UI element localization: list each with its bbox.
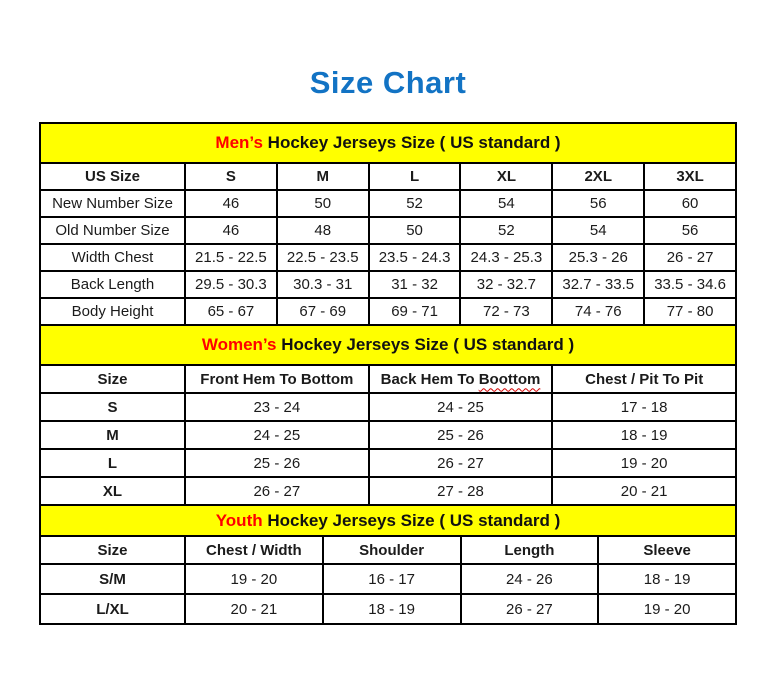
column-header: 2XL [552,163,644,190]
womens-banner-highlight: Women’s [201,335,277,354]
row-label: Width Chest [40,244,185,271]
column-header: XL [460,163,552,190]
column-header: Sleeve [598,536,736,564]
womens-row [40,477,736,505]
value-cell: 56 [644,217,736,244]
row-label: Old Number Size [40,217,185,244]
value-cell: 26 - 27 [369,449,553,477]
value-cell: 27 - 28 [369,477,553,505]
column-header: S [185,163,277,190]
value-cell: 46 [185,217,277,244]
value-cell: 26 - 27 [644,244,736,271]
column-header: M [277,163,369,190]
value-cell: 60 [644,190,736,217]
value-cell: 19 - 20 [185,564,323,594]
row-label: Back Length [40,271,185,298]
value-cell: 18 - 19 [598,564,736,594]
mens-row [40,271,736,298]
mens-banner: Men’s Hockey Jerseys Size ( US standard ) [40,123,736,163]
value-cell: 69 - 71 [369,298,461,325]
misspelled-word: Boottom [478,370,541,388]
womens-banner: Women’s Hockey Jerseys Size ( US standard ) [40,325,736,365]
value-cell: 65 - 67 [185,298,277,325]
value-cell: 26 - 27 [185,477,369,505]
value-cell: 24.3 - 25.3 [460,244,552,271]
value-cell: 54 [460,190,552,217]
value-cell: 25 - 26 [369,421,553,449]
value-cell: 32.7 - 33.5 [552,271,644,298]
womens-row [40,421,736,449]
mens-row [40,217,736,244]
column-header: US Size [40,163,185,190]
value-cell: 19 - 20 [552,449,736,477]
row-label: S [40,393,185,421]
row-label: Body Height [40,298,185,325]
value-cell: 18 - 19 [323,594,461,624]
mens-header-row [40,163,736,190]
size-tables [39,122,737,625]
column-header: Size [40,365,185,393]
row-label: L [40,449,185,477]
mens-row [40,298,736,325]
value-cell: 74 - 76 [552,298,644,325]
column-header: Front Hem To Bottom [185,365,369,393]
mens-row [40,190,736,217]
value-cell: 50 [277,190,369,217]
value-cell: 52 [369,190,461,217]
value-cell: 23.5 - 24.3 [369,244,461,271]
row-label: XL [40,477,185,505]
mens-row [40,244,736,271]
youth-row [40,594,736,624]
page-title: Size Chart [309,65,467,100]
value-cell: 26 - 27 [461,594,599,624]
column-header: Back Hem To Boottom [369,365,553,393]
value-cell: 50 [369,217,461,244]
value-cell: 32 - 32.7 [460,271,552,298]
youth-banner: Youth Hockey Jerseys Size ( US standard ) [40,505,736,536]
womens-row [40,393,736,421]
womens-header-row [40,365,736,393]
value-cell: 54 [552,217,644,244]
value-cell: 29.5 - 30.3 [185,271,277,298]
value-cell: 18 - 19 [552,421,736,449]
value-cell: 20 - 21 [552,477,736,505]
row-label: S/M [40,564,185,594]
size-table-womens [39,324,737,506]
column-header: 3XL [644,163,736,190]
value-cell: 20 - 21 [185,594,323,624]
size-table-youth [39,504,737,625]
value-cell: 46 [185,190,277,217]
column-header: Length [461,536,599,564]
youth-row [40,564,736,594]
row-label: M [40,421,185,449]
column-header: L [369,163,461,190]
row-label: L/XL [40,594,185,624]
column-header: Chest / Width [185,536,323,564]
value-cell: 30.3 - 31 [277,271,369,298]
value-cell: 21.5 - 22.5 [185,244,277,271]
value-cell: 22.5 - 23.5 [277,244,369,271]
column-header: Chest / Pit To Pit [552,365,736,393]
row-label: New Number Size [40,190,185,217]
value-cell: 67 - 69 [277,298,369,325]
value-cell: 25 - 26 [185,449,369,477]
youth-banner-highlight: Youth [215,510,263,530]
value-cell: 19 - 20 [598,594,736,624]
value-cell: 77 - 80 [644,298,736,325]
value-cell: 24 - 25 [369,393,553,421]
value-cell: 31 - 32 [369,271,461,298]
value-cell: 24 - 26 [461,564,599,594]
youth-header-row [40,536,736,564]
womens-row [40,449,736,477]
value-cell: 56 [552,190,644,217]
value-cell: 23 - 24 [185,393,369,421]
value-cell: 48 [277,217,369,244]
value-cell: 17 - 18 [552,393,736,421]
value-cell: 52 [460,217,552,244]
value-cell: 33.5 - 34.6 [644,271,736,298]
mens-banner-highlight: Men’s [215,133,263,152]
value-cell: 24 - 25 [185,421,369,449]
size-table-mens [39,122,737,326]
column-header: Size [40,536,185,564]
value-cell: 25.3 - 26 [552,244,644,271]
column-header: Shoulder [323,536,461,564]
value-cell: 72 - 73 [460,298,552,325]
value-cell: 16 - 17 [323,564,461,594]
